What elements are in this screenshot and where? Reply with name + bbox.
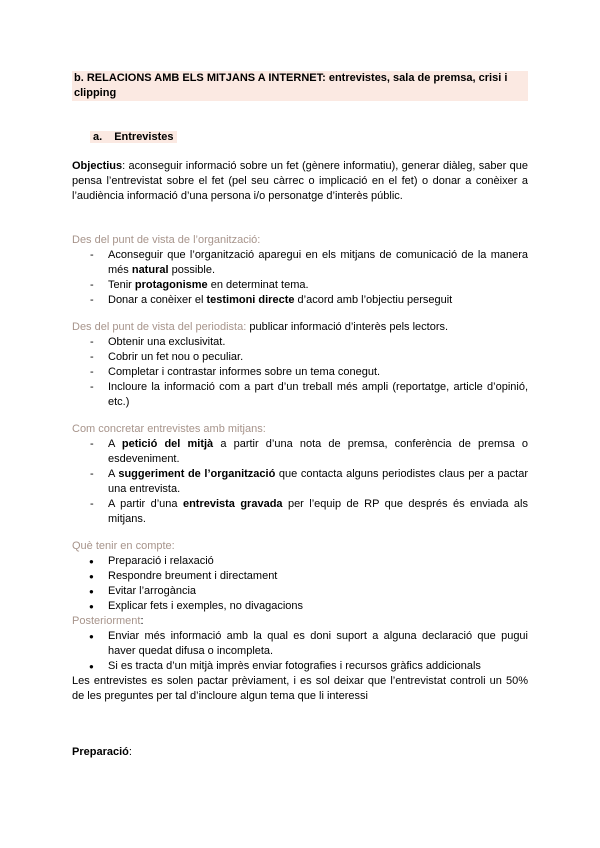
section-heading: b. RELACIONS AMB ELS MITJANS A INTERNET: entrevistes, sala de premsa, crisi i clipping bbox=[72, 71, 528, 101]
concretar-title: Com concretar entrevistes amb mitjans: bbox=[72, 423, 266, 435]
subsection-heading bbox=[90, 131, 177, 143]
posteriorment-title: Posteriorment: bbox=[72, 615, 144, 627]
list-item: ● Enviar més informació amb la qual es doni suport a alguna declaració que pugui haver quedat difusa o incompleta. bbox=[72, 629, 528, 659]
list-item: - A partir d’una entrevista gravada per l’equip de RP que després és enviada als mitjans. bbox=[72, 497, 528, 527]
list-item: ● Explicar fets i exemples, no divagacions bbox=[72, 599, 528, 614]
objectius-paragraph bbox=[72, 159, 528, 204]
closing-paragraph: Les entrevistes es solen pactar prèviament, i es sol deixar que l’entrevistat controli un 50% de les preguntes per tal d’incloure algun tema que li interessi bbox=[72, 675, 528, 702]
preparacio-heading: Preparació: bbox=[72, 746, 132, 758]
periodista-section bbox=[72, 320, 528, 410]
org-title: Des del punt de vista de l’organització: bbox=[72, 234, 261, 246]
list-item: - Aconseguir que l’organització aparegui en els mitjans de comunicació de la manera més natural possible. bbox=[72, 248, 528, 278]
list-item: - Incloure la informació com a part d’un treball més ampli (reportatge, article d’opinió, etc.) bbox=[72, 380, 528, 410]
list-item: ● Evitar l’arrogància bbox=[72, 584, 528, 599]
objectius-label: Objectius bbox=[72, 160, 123, 172]
list-item: ● Preparació i relaxació bbox=[72, 554, 528, 569]
list-item: - A petició del mitjà a partir d’una nota de premsa, conferència de premsa o esdeveniment. bbox=[72, 437, 528, 467]
list-item: - A suggeriment de l’organització que contacta alguns periodistes claus per a pactar una entrevista. bbox=[72, 467, 528, 497]
org-section bbox=[72, 233, 528, 308]
compte-section bbox=[72, 539, 528, 704]
subsection-label: Entrevistes bbox=[114, 131, 174, 143]
list-item: - Obtenir una exclusivitat. bbox=[72, 335, 528, 350]
list-item: - Completar i contrastar informes sobre un tema conegut. bbox=[72, 365, 528, 380]
list-item: - Donar a conèixer el testimoni directe d’acord amb l’objectiu perseguit bbox=[72, 293, 528, 308]
concretar-section bbox=[72, 422, 528, 527]
periodista-title: Des del punt de vista del periodista: publicar informació d’interès pels lectors. bbox=[72, 321, 449, 333]
subsection-number: a. bbox=[93, 131, 103, 143]
list-item: ● Respondre breument i directament bbox=[72, 569, 528, 584]
list-item: - Tenir protagonisme en determinat tema. bbox=[72, 278, 528, 293]
list-item: - Cobrir un fet nou o peculiar. bbox=[72, 350, 528, 365]
list-item: ● Si es tracta d’un mitjà imprès enviar fotografies i recursos gràfics addicionals bbox=[72, 659, 528, 674]
compte-title: Què tenir en compte: bbox=[72, 540, 175, 552]
objectius-text: : aconseguir informació sobre un fet (gènere informatiu), generar diàleg, saber que pensa l’entrevistat sobre el fet (pel seu càrrec o implicació en el fet) o donar a conèixer a l’audiència informació d’una persona i/o personatge d’interès públic. bbox=[72, 160, 528, 202]
